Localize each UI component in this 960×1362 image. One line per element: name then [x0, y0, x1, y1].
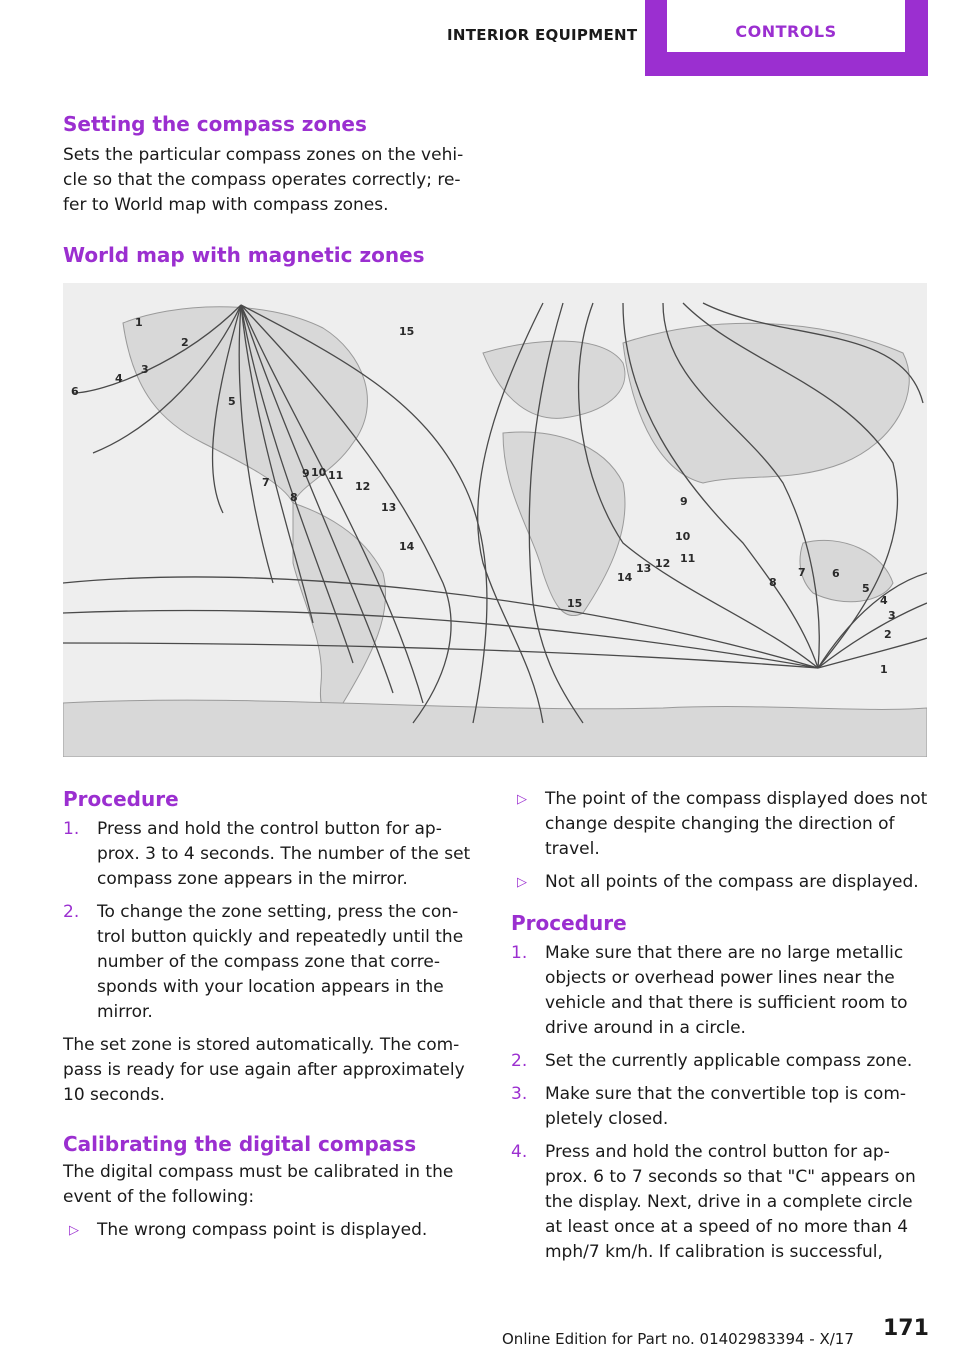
header-tab-controls[interactable]: CONTROLS	[667, 0, 905, 52]
zone-label: 1	[135, 316, 143, 329]
step-text: Press and hold the control button for ap‐ prox. 6 to 7 seconds so that "C" appears on the display. Next, drive in a complete circle at least once at a speed of no more than 4 mph/7 km/h. If calibration is successful,	[545, 1142, 916, 1262]
zone-label: 15	[567, 597, 583, 610]
section-body-compass-zones: Sets the particular compass zones on the vehi‐ cle so that the compass operates correctly; re‐ fer to World map with compass zones.	[63, 145, 464, 215]
zone-label: 7	[798, 566, 806, 579]
step-number: 1.	[511, 943, 528, 963]
zone-label: 10	[675, 530, 691, 543]
step-text: Set the currently applicable compass zone.	[545, 1051, 913, 1071]
calibrating-title: Calibrating the digital compass	[63, 1132, 417, 1156]
procedure2-title: Procedure	[511, 911, 627, 935]
procedure1-step	[63, 900, 483, 1025]
map-title: World map with magnetic zones	[63, 243, 425, 267]
zone-label: 12	[655, 557, 671, 570]
procedure2-step	[511, 941, 931, 1041]
procedure2-step	[511, 1140, 931, 1265]
zone-label: 8	[290, 491, 298, 504]
step-number: 2.	[63, 902, 80, 922]
zone-label: 15	[399, 325, 415, 338]
zone-label: 6	[71, 385, 79, 398]
zone-label: 11	[328, 469, 344, 482]
step-text: To change the zone setting, press the con‐ trol button quickly and repeatedly until the number of the compass zone that corre‐ sponds with your location appears in the mirror.	[97, 902, 464, 1022]
step-number: 1.	[63, 819, 80, 839]
continents	[63, 307, 927, 757]
zone-label: 12	[355, 480, 371, 493]
procedure1-after: The set zone is stored automatically. The com‐ pass is ready for use again after approximately 10 seconds.	[63, 1035, 465, 1105]
zone-label: 11	[680, 552, 696, 565]
calibrating-bullet	[63, 1218, 483, 1243]
step-text: Make sure that the convertible top is com‐ pletely closed.	[545, 1084, 907, 1129]
step-number: 2.	[511, 1051, 528, 1071]
triangle-bullet-icon: ▷	[517, 792, 527, 807]
page-number: 171	[883, 1316, 929, 1341]
procedure2-step	[511, 1049, 931, 1074]
step-number: 4.	[511, 1142, 528, 1162]
zone-label: 7	[262, 476, 270, 489]
zone-label: 8	[769, 576, 777, 589]
zone-label: 5	[228, 395, 236, 408]
bullet-text: The point of the compass displayed does not change despite changing the direction of travel.	[545, 789, 928, 859]
step-text: Press and hold the control button for ap‐ prox. 3 to 4 seconds. The number of the set compass zone appears in the mirror.	[97, 819, 471, 889]
calibrating-bullet	[511, 870, 931, 895]
world-magnetic-map	[63, 283, 927, 757]
zone-label: 14	[399, 540, 415, 553]
bullet-text: Not all points of the compass are displayed.	[545, 872, 919, 892]
zone-label: 4	[115, 372, 123, 385]
calibrating-bullet	[511, 787, 931, 862]
zone-label: 10	[311, 466, 327, 479]
zone-label: 5	[862, 582, 870, 595]
zone-label: 2	[884, 628, 892, 641]
section-title-compass-zones: Setting the compass zones	[63, 112, 367, 136]
zone-label: 4	[880, 594, 888, 607]
calibrating-intro: The digital compass must be calibrated in the event of the following:	[63, 1162, 454, 1207]
zone-label: 6	[832, 567, 840, 580]
zone-label: 3	[141, 363, 149, 376]
map-svg	[63, 283, 927, 757]
right-column	[511, 787, 931, 1273]
procedure1-title: Procedure	[63, 787, 179, 811]
procedure2-step	[511, 1082, 931, 1132]
zone-label: 3	[888, 609, 896, 622]
zone-label: 14	[617, 571, 633, 584]
bullet-text: The wrong compass point is displayed.	[97, 1220, 428, 1240]
zone-label: 9	[302, 467, 310, 480]
header-section-title: INTERIOR EQUIPMENT	[447, 26, 638, 44]
zone-label: 13	[636, 562, 652, 575]
zone-label: 2	[181, 336, 189, 349]
zone-label: 1	[880, 663, 888, 676]
left-column	[63, 787, 483, 1251]
triangle-bullet-icon: ▷	[517, 875, 527, 890]
zone-label: 13	[381, 501, 397, 514]
procedure1-step	[63, 817, 483, 892]
footer-edition: Online Edition for Part no. 01402983394 - X/17	[502, 1330, 854, 1348]
step-text: Make sure that there are no large metallic objects or overhead power lines near the vehicle and that there is sufficient room to drive around in a circle.	[545, 943, 908, 1038]
triangle-bullet-icon: ▷	[69, 1223, 79, 1238]
zone-label: 9	[680, 495, 688, 508]
step-number: 3.	[511, 1084, 528, 1104]
